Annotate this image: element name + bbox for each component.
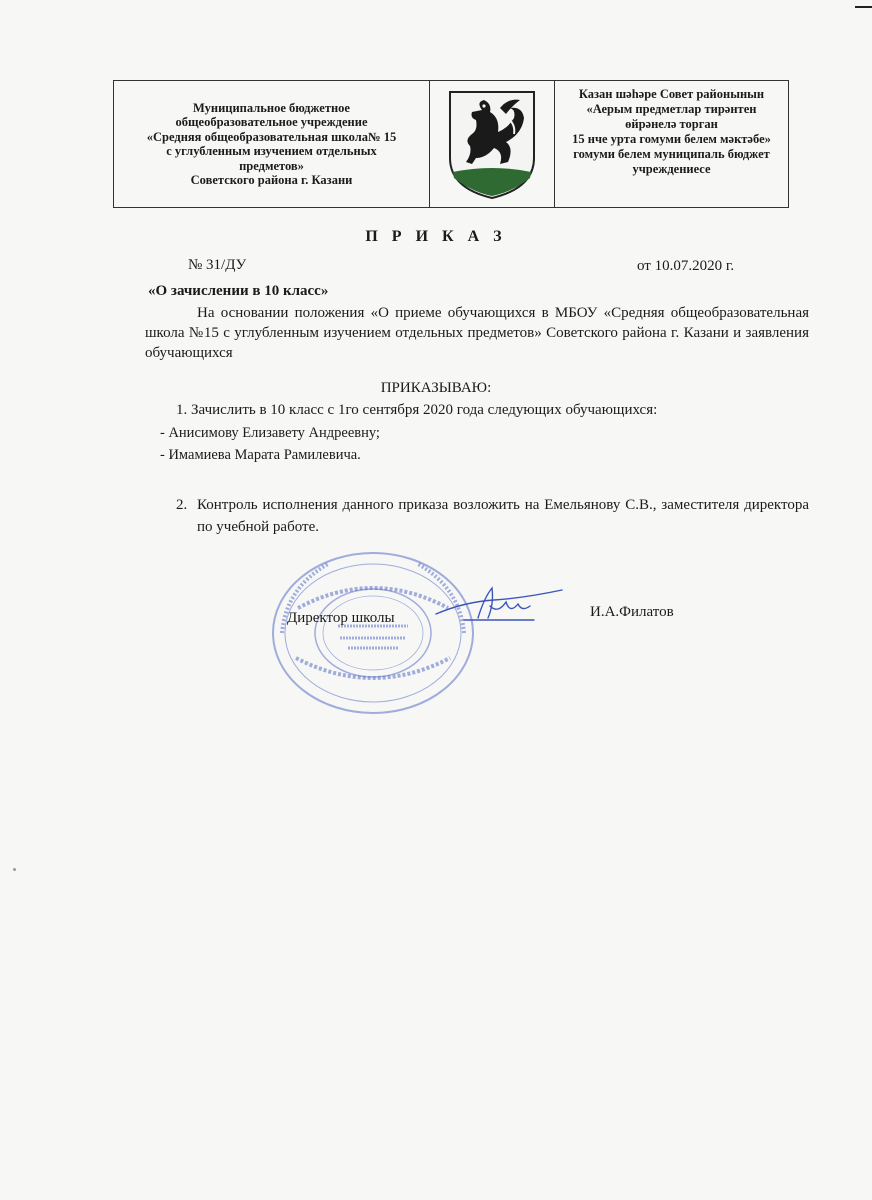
letterhead-line: Советского района г. Казани <box>190 173 353 187</box>
letterhead-line: предметов» <box>239 158 304 173</box>
signature-role: Директор школы <box>287 610 395 626</box>
director-signature <box>434 584 564 624</box>
letterhead-russian <box>114 81 430 207</box>
scan-edge-mark <box>855 6 872 8</box>
item-number: 2. <box>176 497 188 513</box>
emblem-cell <box>430 81 555 207</box>
order-item-2 <box>176 494 809 538</box>
scan-speck <box>13 868 16 871</box>
letterhead-line: өйрәнелә торган <box>625 117 718 131</box>
signature-name: И.А.Филатов <box>590 604 674 620</box>
order-number: № 31/ДУ <box>188 257 247 273</box>
letterhead-line: учреждениесе <box>632 162 711 176</box>
letterhead-line: общеобразовательное учреждение <box>175 115 368 129</box>
letterhead-line: «Аерым предметлар тирәнтен <box>586 102 757 116</box>
school-seal-stamp <box>268 548 478 718</box>
letterhead-line: гомуми белем муниципаль бюджет <box>573 147 770 161</box>
letterhead-line: 15 нче урта гомуми белем мәктәбе» <box>572 132 771 146</box>
letterhead-line: Муниципальное бюджетное <box>192 100 350 115</box>
order-date: от 10.07.2020 г. <box>637 258 735 274</box>
student-entry: - Имамиева Марата Рамилевича. <box>160 447 361 463</box>
kazan-coat-of-arms-icon <box>442 88 542 200</box>
order-keyword: ПРИКАЗЫВАЮ: <box>380 380 492 396</box>
preamble-paragraph: На основании положения «О приеме обучающихся в МБОУ «Средняя общеобразовательная школа №15 с углубленным изучением отдельных предметов» Советского района г. Казани и заявления обучающихся <box>145 305 809 361</box>
letterhead-tatar <box>555 81 788 207</box>
order-subject: «О зачислении в 10 класс» <box>148 283 329 299</box>
order-item-1: 1. Зачислить в 10 класс с 1го сентября 2020 года следующих обучающихся: <box>176 402 658 418</box>
letterhead-line: с углубленным изучением отдельных <box>166 144 377 158</box>
letterhead <box>113 80 789 208</box>
document-title: П Р И К А З <box>365 228 507 245</box>
letterhead-line: Казан шәһәре Совет районынын <box>578 87 765 101</box>
item-text: Контроль исполнения данного приказа возложить на Емельянову С.В., заместителя директора по учебной работе. <box>197 497 809 535</box>
letterhead-line: «Средняя общеобразовательная школа№ 15 <box>146 129 397 144</box>
student-entry: - Анисимову Елизавету Андреевну; <box>160 425 380 441</box>
